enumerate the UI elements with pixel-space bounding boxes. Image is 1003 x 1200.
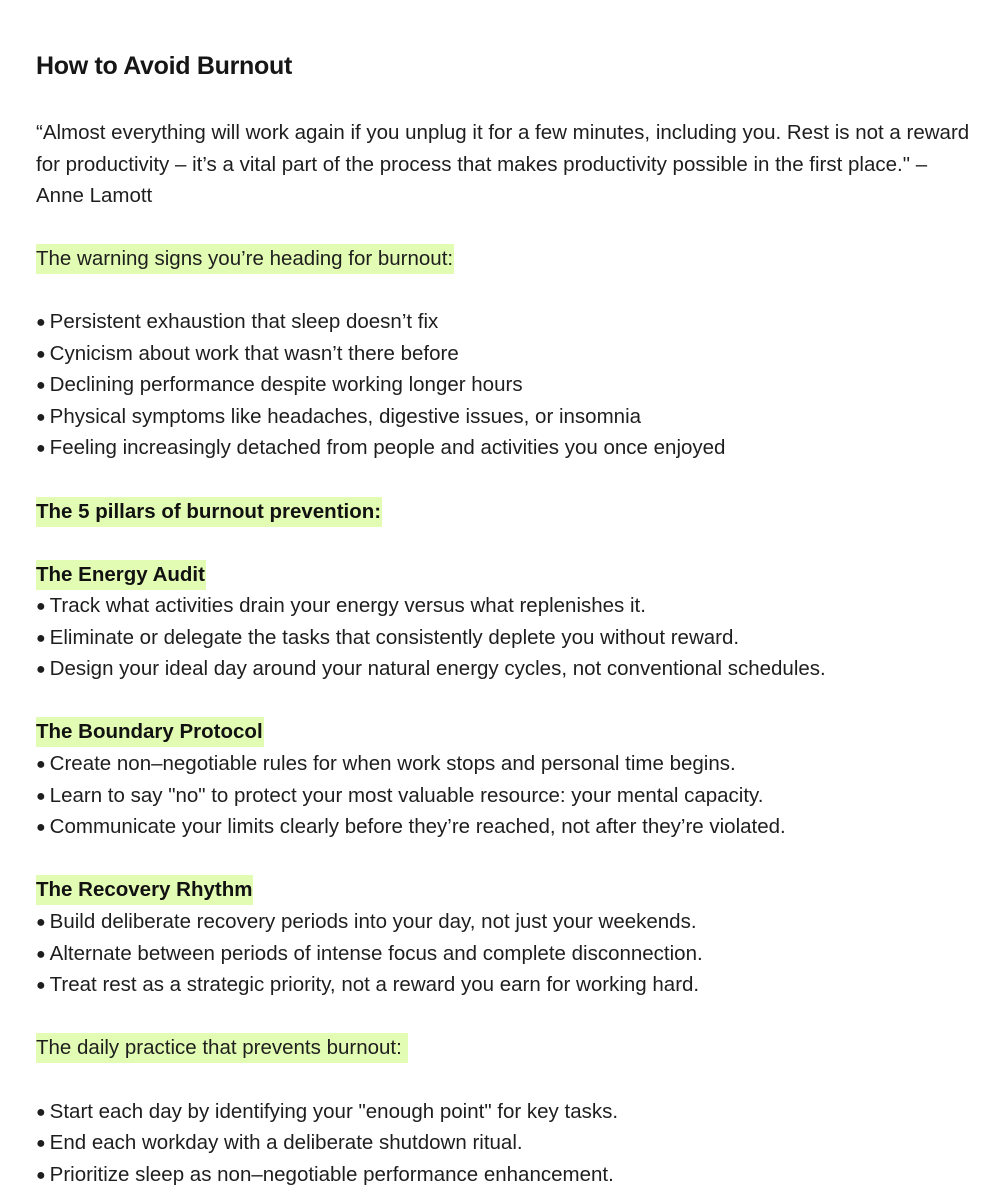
list-item — [36, 1128, 523, 1159]
page-title: How to Avoid Burnout — [36, 52, 292, 80]
energy-audit-heading — [36, 560, 206, 590]
list-item-text: Design your ideal day around your natural energy cycles, not conventional schedules. — [49, 657, 826, 680]
list-item — [36, 402, 641, 433]
list-item — [36, 1097, 618, 1128]
list-item-text: Track what activities drain your energy versus what replenishes it. — [49, 594, 646, 617]
bullet-icon: ● — [36, 1104, 46, 1121]
bullet-icon: ● — [36, 756, 46, 773]
list-item-text: Start each day by identifying your "enough point" for key tasks. — [49, 1100, 619, 1123]
list-item — [36, 307, 438, 338]
list-item-text: Declining performance despite working longer hours — [49, 373, 523, 396]
pillars-heading — [36, 497, 382, 527]
warning-signs-heading — [36, 244, 454, 274]
list-item — [36, 654, 826, 685]
bullet-icon: ● — [36, 630, 46, 647]
list-item — [36, 970, 699, 1001]
list-item-text: Alternate between periods of intense focus and complete disconnection. — [49, 942, 703, 965]
list-item-text: Learn to say "no" to protect your most valuable resource: your mental capacity. — [49, 784, 764, 807]
bullet-icon: ● — [36, 314, 46, 331]
energy-audit-heading-text: The Energy Audit — [36, 560, 206, 590]
list-item-text: Prioritize sleep as non–negotiable performance enhancement. — [49, 1163, 614, 1186]
list-item-text: Treat rest as a strategic priority, not a reward you earn for working hard. — [49, 973, 700, 996]
boundary-protocol-heading — [36, 717, 264, 747]
list-item — [36, 1160, 614, 1191]
recovery-rhythm-heading-text: The Recovery Rhythm — [36, 875, 253, 905]
bullet-icon: ● — [36, 598, 46, 615]
list-item-text: Communicate your limits clearly before they’re reached, not after they’re violated. — [49, 815, 786, 838]
bullet-icon: ● — [36, 1167, 46, 1184]
recovery-rhythm-heading — [36, 875, 253, 905]
list-item — [36, 623, 739, 654]
bullet-icon: ● — [36, 346, 46, 363]
list-item — [36, 591, 646, 622]
daily-practice-heading — [36, 1033, 408, 1063]
pillars-heading-text: The 5 pillars of burnout prevention: — [36, 497, 382, 527]
list-item — [36, 907, 697, 938]
bullet-icon: ● — [36, 788, 46, 805]
list-item-text: Build deliberate recovery periods into your day, not just your weekends. — [49, 910, 697, 933]
daily-practice-heading-text: The daily practice that prevents burnout: — [36, 1033, 408, 1063]
bullet-icon: ● — [36, 409, 46, 426]
list-item — [36, 939, 703, 970]
list-item-text: Eliminate or delegate the tasks that consistently deplete you without reward. — [49, 626, 740, 649]
bullet-icon: ● — [36, 819, 46, 836]
bullet-icon: ● — [36, 440, 46, 457]
list-item-text: End each workday with a deliberate shutdown ritual. — [49, 1131, 523, 1154]
list-item-text: Cynicism about work that wasn’t there before — [49, 342, 459, 365]
boundary-protocol-heading-text: The Boundary Protocol — [36, 717, 264, 747]
list-item — [36, 781, 763, 812]
list-item-text: Create non–negotiable rules for when work stops and personal time begins. — [49, 752, 736, 775]
bullet-icon: ● — [36, 914, 46, 931]
bullet-icon: ● — [36, 1135, 46, 1152]
list-item-text: Physical symptoms like headaches, digestive issues, or insomnia — [49, 405, 642, 428]
bullet-icon: ● — [36, 946, 46, 963]
warning-signs-heading-text: The warning signs you’re heading for burnout: — [36, 244, 454, 274]
intro-quote: “Almost everything will work again if you unplug it for a few minutes, including you. Rest is not a reward for productivity – it’s a vital part of the process that makes productivity possible in the first place." – Anne Lamott — [36, 121, 970, 208]
list-item — [36, 370, 523, 401]
list-item-text: Persistent exhaustion that sleep doesn’t fix — [49, 310, 439, 333]
list-item — [36, 433, 725, 464]
list-item-text: Feeling increasingly detached from people and activities you once enjoyed — [49, 436, 726, 459]
list-item — [36, 339, 459, 370]
list-item — [36, 749, 736, 780]
bullet-icon: ● — [36, 661, 46, 678]
bullet-icon: ● — [36, 377, 46, 394]
bullet-icon: ● — [36, 977, 46, 994]
list-item — [36, 812, 786, 843]
